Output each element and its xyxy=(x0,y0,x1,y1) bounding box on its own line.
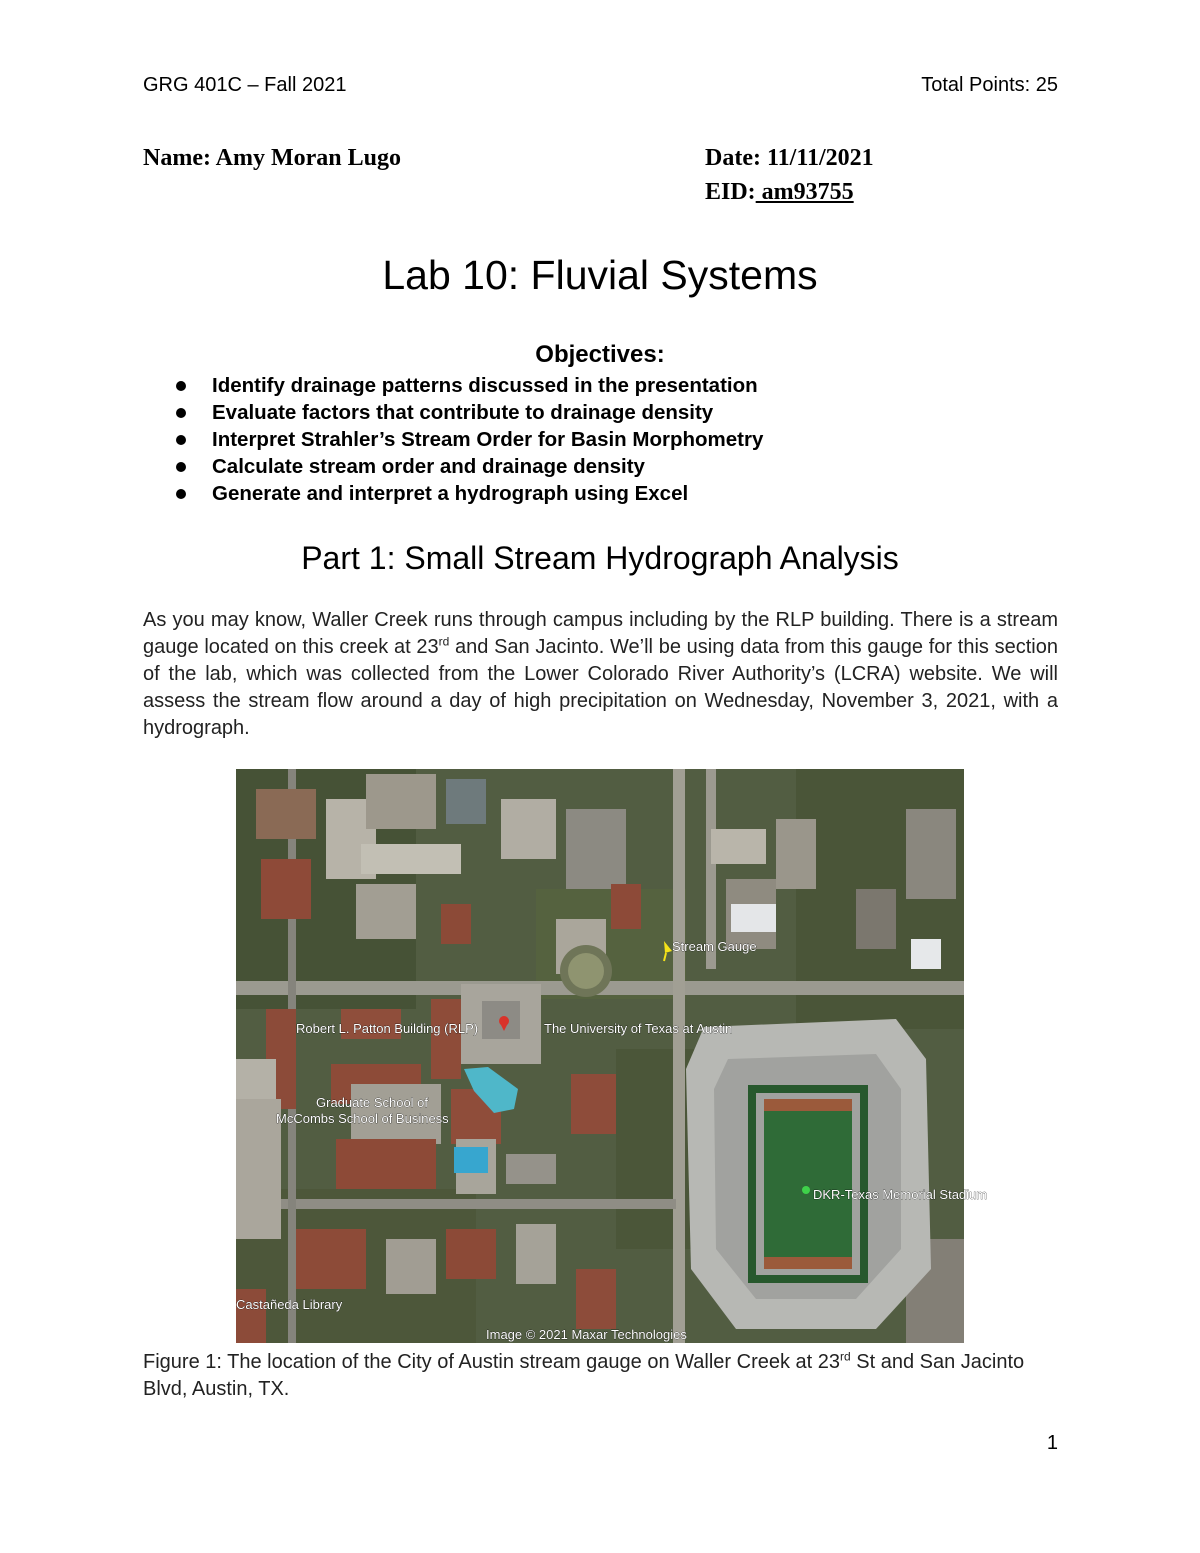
eid-label: EID: xyxy=(705,179,756,205)
list-item: Evaluate factors that contribute to drainage density xyxy=(174,399,763,426)
course-header: GRG 401C – Fall 2021 xyxy=(143,74,347,96)
stadium-pin-icon xyxy=(802,1186,810,1194)
lab-title: Lab 10: Fluvial Systems xyxy=(382,252,818,298)
map-label-gauge: Stream Gauge xyxy=(672,939,757,954)
objectives-heading: Objectives: xyxy=(535,341,665,368)
map-label-credit: Image © 2021 Maxar Technologies xyxy=(486,1327,687,1342)
eid-line xyxy=(705,179,854,206)
part1-heading: Part 1: Small Stream Hydrograph Analysis xyxy=(301,540,899,576)
list-item: Generate and interpret a hydrograph using Excel xyxy=(174,480,763,507)
list-item: Interpret Strahler’s Stream Order for Basin Morphometry xyxy=(174,426,763,453)
map-label-mccombs-2: McCombs School of Business xyxy=(276,1111,449,1126)
map-graphic xyxy=(236,769,988,1343)
map-label-mccombs-1: Graduate School of xyxy=(316,1095,429,1110)
list-item: Calculate stream order and drainage density xyxy=(174,453,763,480)
list-item: Identify drainage patterns discussed in the presentation xyxy=(174,372,763,399)
bullet-icon xyxy=(176,435,186,445)
map-label-stadium: DKR-Texas Memorial Stadium xyxy=(813,1187,988,1202)
part1-paragraph: As you may know, Waller Creek runs through campus including by the RLP building. There is a stream gauge located on this creek at 23rd and San Jacinto. We’ll be using data from this gauge for this section of the lab, which was collected from the Lower Colorado River Authority’s (LCRA) website. We will assess the stream flow around a day of high precipitation on Wednesday, November 3, 2021, with a hydrograph. xyxy=(143,609,1058,739)
bullet-icon xyxy=(176,489,186,499)
bullet-icon xyxy=(176,381,186,391)
page-number: 1 xyxy=(1046,1432,1058,1454)
figure-caption: Figure 1: The location of the City of Austin stream gauge on Waller Creek at 23rd St and San Jacinto Blvd, Austin, TX. xyxy=(143,1349,1025,1400)
bullet-icon xyxy=(176,462,186,472)
objectives-list xyxy=(174,372,763,507)
satellite-map-image xyxy=(236,769,988,1343)
map-label-rlp: Robert L. Patton Building (RLP) xyxy=(296,1021,479,1036)
map-label-library: Castañeda Library xyxy=(236,1297,343,1312)
submission-date: Date: 11/11/2021 xyxy=(705,145,874,171)
bullet-icon xyxy=(176,408,186,418)
map-label-ut: The University of Texas at Austin xyxy=(544,1021,733,1036)
eid-value: am93755 xyxy=(755,179,854,205)
total-points: Total Points: 25 xyxy=(921,74,1058,96)
student-name: Name: Amy Moran Lugo xyxy=(143,145,401,171)
